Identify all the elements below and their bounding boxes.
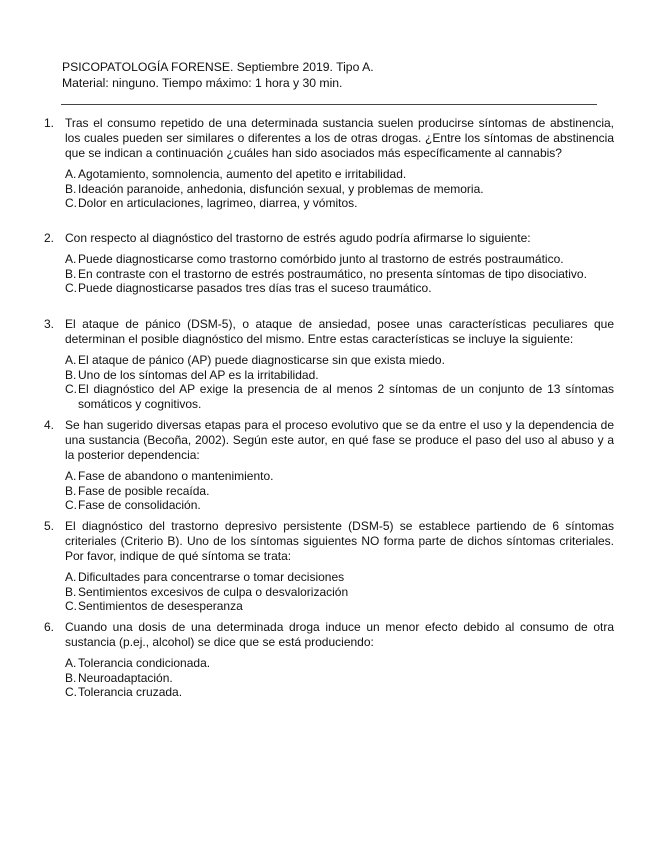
option-list xyxy=(65,570,614,614)
option-letter: A. xyxy=(65,469,77,483)
option-text: Tolerancia cruzada. xyxy=(78,685,183,699)
question-6 xyxy=(44,620,614,700)
option-text: Puede diagnosticarse pasados tres días tras el suceso traumático. xyxy=(78,281,432,295)
option-text: Sentimientos de desesperanza xyxy=(78,599,243,613)
option-letter: C. xyxy=(65,281,77,295)
option-letter: C. xyxy=(65,382,77,396)
question-number: 3. xyxy=(44,317,55,331)
option-c xyxy=(65,685,614,700)
answer-highlight xyxy=(65,685,77,700)
answer-highlight xyxy=(65,281,77,296)
question-text: El diagnóstico del trastorno depresivo persistente (DSM-5) se establece partiendo de 6 síntomas criteriales (Criterio B). Uno de los síntomas siguientes NO forma parte de dichos síntomas criteriales. Por favor, indique de qué síntoma se trata: xyxy=(65,519,614,563)
option-c xyxy=(65,196,614,211)
exam-header xyxy=(62,59,602,91)
option-letter: A. xyxy=(65,656,77,670)
option-a xyxy=(65,167,614,182)
option-text: Agotamiento, somnolencia, aumento del apetito e irritabilidad. xyxy=(78,167,407,181)
exam-title: PSICOPATOLOGÍA FORENSE. Septiembre 2019. Tipo A. xyxy=(62,60,374,74)
option-letter: C. xyxy=(65,685,77,699)
option-letter: C. xyxy=(65,498,77,512)
option-c xyxy=(65,599,614,614)
option-a xyxy=(65,252,614,267)
option-text: Sentimientos excesivos de culpa o desvalorización xyxy=(78,584,349,599)
option-letter: B. xyxy=(65,483,77,498)
option-text: Neuroadaptación. xyxy=(78,670,173,685)
option-text: Fase de posible recaída. xyxy=(78,483,210,498)
option-list xyxy=(65,252,614,296)
option-text: Uno de los síntomas del AP es la irritabilidad. xyxy=(78,367,319,382)
option-letter: C. xyxy=(65,196,77,210)
question-5 xyxy=(44,519,614,614)
answer-highlight xyxy=(65,182,76,197)
option-letter: B. xyxy=(65,670,77,685)
question-number: 1. xyxy=(44,116,55,130)
option-c xyxy=(65,498,614,513)
question-3 xyxy=(44,317,614,411)
header-divider xyxy=(61,104,597,105)
option-letter: B. xyxy=(65,266,77,281)
option-letter: A. xyxy=(65,167,77,181)
option-text: Tolerancia condicionada. xyxy=(78,656,211,670)
option-text: Fase de abandono o mantenimiento. xyxy=(78,469,274,483)
option-a xyxy=(65,656,614,671)
question-text: Tras el consumo repetido de una determinada sustancia suelen producirse síntomas de abstinencia, los cuales pueden ser similares o diferentes a los de otras drogas. ¿Entre los síntomas de abstinencia que se indican a continuación ¿cuáles han sido asociados más específicamente al cannabis? xyxy=(65,116,614,160)
option-b xyxy=(65,182,614,197)
option-list xyxy=(65,656,614,700)
question-number: 5. xyxy=(44,519,55,533)
question-text: Cuando una dosis de una determinada droga induce un menor efecto debido al consumo de otra sustancia (p.ej., alcohol) se dice que se está produciendo: xyxy=(65,620,614,649)
question-text: El ataque de pánico (DSM-5), o ataque de ansiedad, posee unas características peculiares que determinan el posible diagnóstico del mismo. Entre estas características se incluye la siguiente: xyxy=(65,317,614,346)
option-letter: B. xyxy=(65,367,77,382)
option-text: Puede diagnosticarse como trastorno comórbido junto al trastorno de estrés postraumático. xyxy=(78,252,564,266)
question-1 xyxy=(44,116,614,211)
question-number: 6. xyxy=(44,620,55,634)
question-4 xyxy=(44,418,614,513)
option-b xyxy=(65,585,614,600)
option-b xyxy=(65,267,614,282)
question-2 xyxy=(44,231,614,296)
question-text: Se han sugerido diversas etapas para el proceso evolutivo que se da entre el uso y la dependencia de una sustancia (Becoña, 2002). Según este autor, en qué fase se produce el paso del uso al abuso y a la posterior dependencia: xyxy=(65,418,614,462)
option-a xyxy=(65,570,614,585)
option-b xyxy=(65,484,614,499)
answer-highlight xyxy=(65,585,76,600)
option-c xyxy=(65,281,614,296)
option-list xyxy=(65,167,614,211)
option-b xyxy=(65,671,614,686)
option-letter: C. xyxy=(65,599,77,613)
option-text: Dificultades para concentrarse o tomar decisiones xyxy=(78,570,345,584)
question-text: Con respecto al diagnóstico del trastorno de estrés agudo podría afirmarse lo siguiente: xyxy=(65,231,531,245)
option-letter: A. xyxy=(65,252,77,266)
option-letter: A. xyxy=(65,570,77,584)
option-text: El ataque de pánico (AP) puede diagnosticarse sin que exista miedo. xyxy=(78,353,445,367)
option-list xyxy=(65,469,614,513)
question-number: 4. xyxy=(44,418,55,432)
answer-highlight xyxy=(65,498,77,513)
option-letter: B. xyxy=(65,584,77,599)
option-a xyxy=(65,353,614,368)
option-list xyxy=(65,353,614,411)
option-letter: A. xyxy=(65,353,77,367)
option-letter: B. xyxy=(65,181,77,196)
answer-highlight xyxy=(65,353,76,368)
exam-material-line: Material: ninguno. Tiempo máximo: 1 hora y 30 min. xyxy=(62,76,343,90)
option-c xyxy=(65,382,614,411)
option-b xyxy=(65,368,614,383)
question-number: 2. xyxy=(44,231,55,245)
option-text: Fase de consolidación. xyxy=(78,498,201,512)
option-a xyxy=(65,469,614,484)
option-text: En contraste con el trastorno de estrés postraumático, no presenta síntomas de tipo disociativo. xyxy=(78,266,587,281)
option-text: Ideación paranoide, anhedonia, disfunción sexual, y problemas de memoria. xyxy=(78,181,484,196)
option-text: Dolor en articulaciones, lagrimeo, diarrea, y vómitos. xyxy=(78,196,358,210)
option-text: El diagnóstico del AP exige la presencia de al menos 2 síntomas de un conjunto de 13 síntomas somáticos y cognitivos. xyxy=(78,382,614,411)
